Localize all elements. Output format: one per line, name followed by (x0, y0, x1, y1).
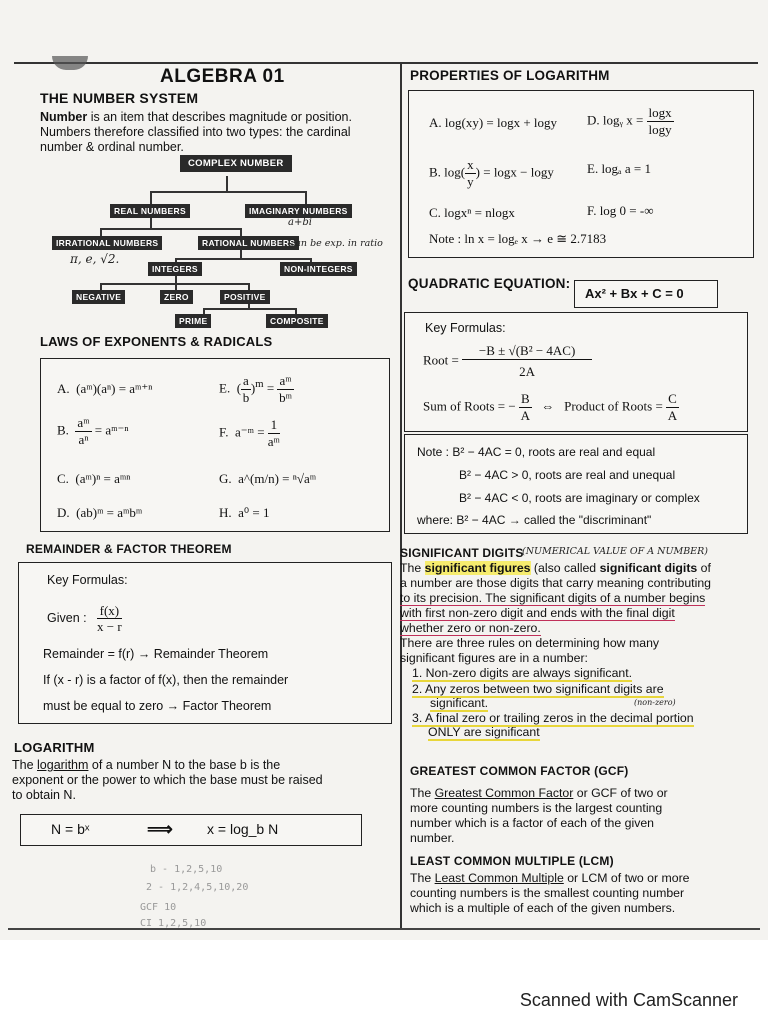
prop-a: A. log(xy) = logx + logy (429, 115, 558, 130)
quadratic-root: Root = $\frac{\text{−B ± √(B² − 4AC)}}{2A}$ (423, 343, 592, 380)
node-non-integers: NON-INTEGERS (280, 262, 357, 276)
quadratic-heading: QUADRATIC EQUATION: (408, 276, 571, 291)
node-zero: ZERO (160, 290, 193, 304)
sigfig-body: The significant figures (also called significant digits of a number are those digits that carry meaning contributing to its precision. The significant digits of a number begins with first non-zero digit and ends with the final digit whether zero or non-zero. There are three rules on determining how many significant figures are in a number: (400, 561, 712, 665)
emblem-fragment (52, 56, 88, 70)
logarithm-box (20, 814, 362, 846)
quad-note-3: B² − 4AC < 0, roots are imaginary or complex (459, 491, 700, 505)
number-para-line3: number & ordinal number. (40, 140, 184, 154)
remainder-heading: REMAINDER & FACTOR THEOREM (26, 542, 232, 556)
number-system-heading: THE NUMBER SYSTEM (40, 90, 199, 106)
exp-law-b: B. $\frac{\text{aᵐ}}{\text{aⁿ}}$ = aᵐ⁻ⁿ (57, 415, 129, 447)
log-rhs: x = log_b N (207, 821, 279, 837)
logarithm-text: The logarithm of a number N to the base b is the exponent or the power to which the base must be raised to obtain N. (12, 758, 323, 802)
exp-law-g: G. a^(m/n) = ⁿ√aᵐ (219, 471, 317, 486)
scribble-3: GCF 10 (140, 902, 177, 913)
prop-b: B. log( $\frac{x}{y}$ ) = logx − logy (429, 157, 554, 189)
log-lhs: N = bˣ (51, 821, 90, 837)
sigfig-rule-2-hand: (non-zero) (634, 698, 676, 707)
node-composite: COMPOSITE (266, 314, 328, 328)
sigfig-rule-1: 1. Non-zero digits are always significant. (412, 666, 633, 680)
prop-f: F. log 0 = -∞ (587, 203, 654, 218)
note-irrational: π, e, √2. (70, 252, 120, 266)
logarithm-heading: LOGARITHM (14, 740, 95, 755)
remainder-line1: Remainder = f(r) → Remainder Theorem (43, 647, 269, 661)
exp-law-c: C. (aᵐ)ⁿ = aᵐⁿ (57, 471, 131, 486)
page-title: ALGEBRA 01 (160, 66, 285, 87)
node-irrational: IRRATIONAL NUMBERS (52, 236, 162, 250)
remainder-line3: must be equal to zero → Factor Theorem (43, 699, 272, 713)
note-abi: a+bi (288, 217, 312, 228)
quad-note-1: Note : B² − 4AC = 0, roots are real and equal (417, 445, 656, 459)
sigfig-rule-2b: significant. (430, 696, 489, 710)
quad-note-4: where: B² − 4AC → called the "discriminant" (417, 513, 652, 527)
properties-heading: PROPERTIES OF LOGARITHM (410, 68, 610, 83)
node-prime: PRIME (175, 314, 211, 328)
quadratic-formula-box (404, 312, 748, 432)
remainder-given: Given : $\frac{f(x)}{x - r}$ (47, 603, 122, 634)
remainder-line2: If (x - r) is a factor of f(x), then the remainder (43, 673, 289, 687)
node-real: REAL NUMBERS (110, 204, 190, 218)
node-negative: NEGATIVE (72, 290, 125, 304)
note-ratio: Can be exp. in ratio (288, 238, 383, 249)
sigfig-heading: SIGNIFICANT DIGITS (400, 546, 524, 560)
node-rational: RATIONAL NUMBERS (198, 236, 299, 250)
number-para-rest: is an item that describes magnitude or position. (87, 110, 352, 124)
node-integers: INTEGERS (148, 262, 202, 276)
remainder-box (18, 562, 392, 724)
number-para-line2: Numbers therefore classified into two types: the cardinal (40, 125, 351, 139)
prop-e: E. logₐ a = 1 (587, 161, 651, 176)
sigfig-hand-note: (NUMERICAL VALUE OF A NUMBER) (522, 546, 708, 557)
exponents-heading: LAWS OF EXPONENTS & RADICALS (40, 334, 273, 349)
prop-c: C. logxⁿ = nlogx (429, 205, 515, 220)
remainder-key: Key Formulas: (47, 573, 128, 587)
node-imaginary: IMAGINARY NUMBERS (245, 204, 352, 218)
sigfig-rule-2: 2. Any zeros between two significant digits are (412, 682, 664, 696)
arrow-icon: ⟹ (147, 819, 173, 839)
lcm-body: The Least Common Multiple or LCM of two or more counting numbers is the smallest counting number which is a multiple of each of the given numbers. (410, 871, 690, 915)
prop-note: Note : ln x = logₑ x → e ≅ 2.7183 (429, 231, 607, 246)
lcm-heading: LEAST COMMON MULTIPLE (LCM) (410, 854, 614, 868)
number-system-text (40, 110, 390, 155)
properties-box (408, 90, 754, 258)
exp-law-d: D. (ab)ᵐ = aᵐbᵐ (57, 505, 143, 520)
scribble-2: 2 - 1,2,4,5,10,20 (146, 882, 249, 893)
node-complex: COMPLEX NUMBER (180, 155, 292, 172)
sigfig-rule-3b: ONLY are significant (428, 725, 540, 739)
top-rule (14, 62, 758, 64)
quadratic-key: Key Formulas: (425, 321, 506, 335)
exp-law-f: F. a⁻ᵐ = $\frac{1}{\text{aᵐ}}$ (219, 417, 280, 449)
gcf-heading: GREATEST COMMON FACTOR (GCF) (410, 764, 629, 778)
column-divider (400, 62, 402, 930)
scribble-1: b - 1,2,5,10 (150, 864, 223, 875)
exp-law-a: A. (aᵐ)(aⁿ) = aᵐ⁺ⁿ (57, 381, 153, 396)
quadratic-note-box (404, 434, 748, 534)
quadratic-sum: Sum of Roots = − $\frac{B}{A}$ ⇔ Product of Roots = $\frac{C}{A}$ (423, 391, 678, 423)
scribble-4: CI 1,2,5,10 (140, 918, 207, 929)
sigfig-rule-3: 3. A final zero or trailing zeros in the decimal portion (412, 711, 694, 725)
node-positive: POSITIVE (220, 290, 270, 304)
quadratic-eq-box (574, 280, 718, 308)
camscanner-watermark: Scanned with CamScanner (519, 990, 738, 1010)
exponents-box (40, 358, 390, 532)
quadratic-eq: Ax² + Bx + C = 0 (585, 286, 684, 301)
number-bold: Number (40, 110, 88, 124)
quad-note-2: B² − 4AC > 0, roots are real and unequal (459, 468, 676, 482)
exp-law-e: E. ( $\frac{a}{b}$ )$^m$ = $\frac{\text{aᵐ}}{\text{bᵐ}}$ (219, 373, 292, 405)
bottom-rule (8, 928, 760, 930)
exp-law-h: H. a⁰ = 1 (219, 505, 270, 520)
prop-d: D. logᵧ x = $\frac{\log x}{\log y}$ (587, 105, 672, 137)
gcf-body: The Greatest Common Factor or GCF of two or more counting numbers is the largest counting number which is a factor of each of the given number. (410, 786, 668, 845)
